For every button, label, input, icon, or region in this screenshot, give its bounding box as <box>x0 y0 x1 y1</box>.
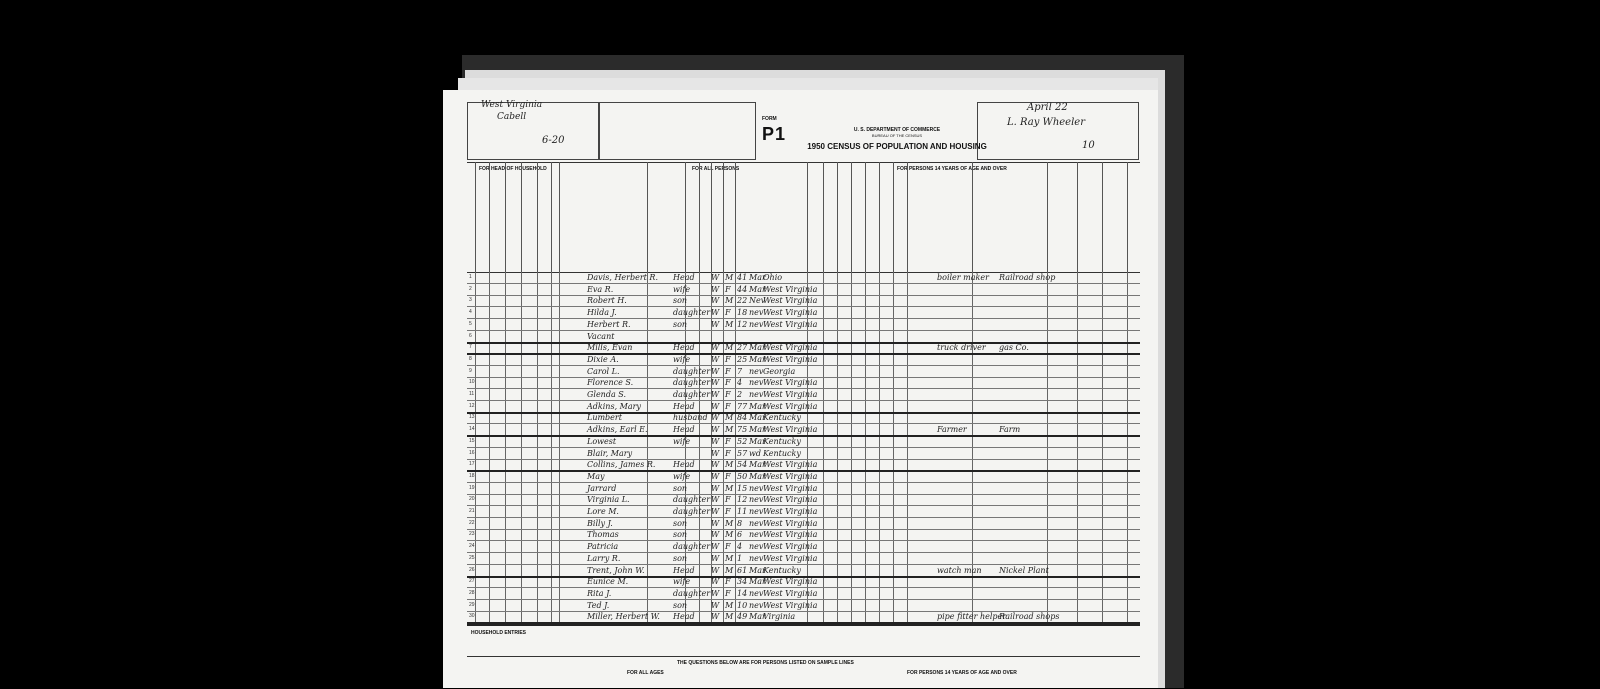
cell-name: Davis, Herbert R. <box>587 273 658 282</box>
column-headers <box>467 162 1140 273</box>
cell-name: Ted J. <box>587 600 610 610</box>
cell-age: 12 <box>737 319 748 329</box>
cell-ind: Nickel Plant <box>999 565 1049 575</box>
cell-age: 84 <box>737 413 748 423</box>
cell-age: 25 <box>737 354 748 364</box>
cell-age: 75 <box>737 425 748 435</box>
cell-name: Hilda J. <box>587 308 617 318</box>
cell-age: 6 <box>737 530 743 540</box>
cell-sex: M <box>725 296 734 306</box>
line-number: 20 <box>469 496 475 503</box>
cell-name: Jarrard <box>587 483 617 493</box>
table-row <box>467 600 1140 612</box>
cell-rel: wife <box>673 284 691 294</box>
census-rows <box>467 272 1140 624</box>
cell-rel: son <box>673 553 688 563</box>
cell-race: W <box>711 565 720 575</box>
cell-name: Lumbert <box>587 413 622 423</box>
cell-bp: West Virginia <box>763 471 818 481</box>
cell-bp: West Virginia <box>763 600 818 610</box>
enumerator-value: L. Ray Wheeler <box>1007 117 1085 128</box>
line-number: 18 <box>469 472 475 479</box>
cell-race: W <box>711 530 720 540</box>
cell-age: 14 <box>737 588 748 598</box>
table-row <box>467 576 1140 588</box>
cell-rel: wife <box>673 577 691 587</box>
line-number: 11 <box>469 391 475 397</box>
cell-name: Lowest <box>587 436 617 446</box>
cell-name: Trent, John W. <box>587 565 645 575</box>
cell-race: W <box>711 273 720 282</box>
line-number: 9 <box>469 367 472 374</box>
sheet-number-value: 10 <box>1082 140 1095 151</box>
cell-rel: daughter <box>673 588 711 598</box>
cell-age: 50 <box>737 471 748 481</box>
cell-ind: Farm <box>999 425 1021 435</box>
cell-rel: daughter <box>673 378 711 388</box>
cell-occ: Farmer <box>937 425 967 435</box>
cell-sex: M <box>725 273 734 282</box>
cell-age: 49 <box>737 612 748 622</box>
table-row <box>467 307 1140 319</box>
cell-ms: Nev <box>749 296 766 306</box>
table-row <box>467 319 1140 331</box>
cell-ms: Mar <box>749 612 766 622</box>
cell-name: Billy J. <box>587 518 613 528</box>
table-row <box>467 471 1140 483</box>
cell-age: 27 <box>737 343 748 353</box>
line-number: 26 <box>469 566 475 573</box>
cell-age: 34 <box>737 577 748 587</box>
cell-age: 77 <box>737 401 748 411</box>
cell-rel: wife <box>673 436 691 446</box>
cell-race: W <box>711 401 720 411</box>
cell-ms: nev <box>749 366 764 376</box>
cell-rel: Head <box>673 343 695 353</box>
table-row <box>467 588 1140 600</box>
line-number: 29 <box>469 601 475 608</box>
cell-rel: wife <box>673 471 691 481</box>
cell-bp: Virginia <box>763 612 796 622</box>
line-number: 3 <box>469 297 472 304</box>
cell-race: W <box>711 600 720 610</box>
cell-race: W <box>711 588 720 598</box>
table-row <box>467 366 1140 378</box>
cell-sex: M <box>725 612 734 622</box>
cell-name: Florence S. <box>587 378 634 388</box>
cell-rel: Head <box>673 401 695 411</box>
cell-race: W <box>711 308 720 318</box>
cell-age: 52 <box>737 436 748 446</box>
cell-ms: Mar <box>749 413 766 423</box>
cell-ms: nev <box>749 483 764 493</box>
cell-ms: Mar <box>749 284 766 294</box>
cell-race: W <box>711 425 720 435</box>
cell-ms: nev <box>749 600 764 610</box>
table-row <box>467 541 1140 553</box>
line-number: 12 <box>469 402 475 409</box>
state-value: West Virginia <box>481 100 543 110</box>
date-value: April 22 <box>1027 102 1068 113</box>
cell-race: W <box>711 495 720 505</box>
table-row <box>467 377 1140 389</box>
cell-bp: West Virginia <box>763 577 818 587</box>
line-number: 28 <box>469 589 475 596</box>
cell-sex: F <box>725 471 731 481</box>
cell-ms: nev <box>749 390 764 399</box>
table-row <box>467 436 1140 448</box>
cell-race: W <box>711 378 720 388</box>
cell-bp: West Virginia <box>763 460 818 470</box>
cell-ms: nev <box>749 542 764 552</box>
cell-name: Patricia <box>587 542 619 552</box>
cell-sex: F <box>725 366 731 376</box>
all-persons-section: FOR ALL PERSONS <box>692 166 740 172</box>
table-row <box>467 553 1140 565</box>
cell-race: W <box>711 518 720 528</box>
cell-rel: daughter <box>673 308 711 318</box>
cell-name: Eunice M. <box>587 577 629 587</box>
cell-sex: M <box>725 343 734 353</box>
cell-race: W <box>711 366 720 376</box>
line-number: 25 <box>469 554 475 561</box>
cell-name: Carol L. <box>587 366 620 376</box>
cell-sex: M <box>725 518 734 528</box>
line-number: 8 <box>469 355 472 362</box>
line-number: 21 <box>469 508 475 514</box>
cell-race: W <box>711 471 720 481</box>
cell-name: Blair, Mary <box>587 448 633 458</box>
table-row <box>467 529 1140 541</box>
cell-age: 57 <box>737 448 748 458</box>
cell-name: Larry R. <box>587 553 621 563</box>
cell-bp: Georgia <box>763 366 796 376</box>
cell-race: W <box>711 577 720 587</box>
cell-race: W <box>711 612 720 622</box>
cell-rel: Head <box>673 612 695 622</box>
county-value: Cabell <box>497 112 527 122</box>
cell-sex: M <box>725 319 734 329</box>
cell-age: 61 <box>737 565 748 575</box>
cell-bp: Kentucky <box>763 436 801 446</box>
cell-sex: F <box>725 448 731 458</box>
cell-age: 15 <box>737 483 748 493</box>
cell-age: 2 <box>737 390 743 399</box>
cell-race: W <box>711 390 720 399</box>
cell-bp: West Virginia <box>763 284 818 294</box>
table-row <box>467 483 1140 495</box>
table-row <box>467 611 1140 624</box>
cell-bp: West Virginia <box>763 542 818 552</box>
table-row <box>467 389 1140 401</box>
cell-age: 11 <box>737 507 748 516</box>
department-label: U. S. DEPARTMENT OF COMMERCE <box>853 127 941 133</box>
cell-ms: nev <box>749 308 764 318</box>
cell-race: W <box>711 460 720 470</box>
cell-race: W <box>711 542 720 552</box>
cell-rel: son <box>673 600 688 610</box>
line-number: 23 <box>469 531 475 538</box>
cell-sex: M <box>725 600 734 610</box>
cell-race: W <box>711 507 720 516</box>
census-sheet <box>443 90 1158 688</box>
line-number: 15 <box>469 437 475 444</box>
ed-number-value: 6-20 <box>542 135 565 146</box>
place-box <box>599 102 756 160</box>
cell-ms: Mar <box>749 460 766 470</box>
cell-name: Vacant <box>587 331 615 341</box>
cell-age: 4 <box>737 378 743 388</box>
persons-14-bottom-label: FOR PERSONS 14 YEARS OF AGE AND OVER <box>907 670 1017 676</box>
cell-name: Adkins, Mary <box>587 401 641 411</box>
table-row <box>467 518 1140 530</box>
cell-age: 1 <box>737 553 743 563</box>
cell-bp: West Virginia <box>763 308 818 318</box>
cell-name: Mills, Evan <box>587 343 633 353</box>
cell-race: W <box>711 296 720 306</box>
cell-occ: watch man <box>937 565 982 575</box>
cell-race: W <box>711 354 720 364</box>
line-number: 19 <box>469 484 475 491</box>
form-label: FORM <box>762 116 777 122</box>
cell-ind: Railroad shop <box>999 273 1056 282</box>
cell-ms: Mar <box>749 565 766 575</box>
form-code: P1 <box>762 124 787 144</box>
cell-name: May <box>587 471 605 481</box>
cell-race: W <box>711 343 720 353</box>
line-number: 10 <box>469 379 475 386</box>
cell-ms: nev <box>749 553 764 563</box>
cell-ms: Mar <box>749 273 766 282</box>
all-ages-label: FOR ALL AGES <box>627 670 664 676</box>
cell-name: Collins, James R. <box>587 460 656 470</box>
cell-bp: West Virginia <box>763 401 818 411</box>
cell-sex: M <box>725 483 734 493</box>
line-number: 7 <box>469 344 472 351</box>
table-row <box>467 295 1140 307</box>
form-title: 1950 CENSUS OF POPULATION AND HOUSING <box>807 142 987 151</box>
cell-name: Thomas <box>587 530 619 540</box>
cell-sex: F <box>725 507 731 516</box>
cell-name: Miller, Herbert W. <box>587 612 660 622</box>
line-number: 1 <box>469 274 472 280</box>
line-number: 22 <box>469 519 475 526</box>
cell-rel: Head <box>673 565 695 575</box>
table-row <box>467 506 1140 518</box>
sample-questions-section <box>467 656 1140 689</box>
cell-bp: West Virginia <box>763 343 818 353</box>
table-row <box>467 412 1140 424</box>
cell-sex: F <box>725 378 731 388</box>
cell-sex: M <box>725 553 734 563</box>
cell-age: 18 <box>737 308 748 318</box>
cell-name: Robert H. <box>587 296 627 306</box>
cell-rel: wife <box>673 354 691 364</box>
cell-rel: daughter <box>673 495 711 505</box>
cell-name: Virginia L. <box>587 495 630 505</box>
sample-questions-title: THE QUESTIONS BELOW ARE FOR PERSONS LISTED ON SAMPLE LINES <box>677 660 854 666</box>
line-number: 27 <box>469 578 475 585</box>
line-number: 6 <box>469 332 472 339</box>
cell-rel: Head <box>673 425 695 435</box>
cell-ms: nev <box>749 518 764 528</box>
cell-ms: Mar <box>749 354 766 364</box>
cell-ms: Mar <box>749 471 766 481</box>
cell-bp: West Virginia <box>763 296 818 306</box>
persons-14-section: FOR PERSONS 14 YEARS OF AGE AND OVER <box>897 166 1007 172</box>
line-number: 4 <box>469 309 472 316</box>
household-entries-label: HOUSEHOLD ENTRIES <box>471 630 527 636</box>
cell-ms: nev <box>749 588 764 598</box>
cell-rel: daughter <box>673 366 711 376</box>
cell-ms: Mar <box>749 436 766 446</box>
cell-sex: F <box>725 495 731 505</box>
cell-rel: son <box>673 296 688 306</box>
cell-bp: West Virginia <box>763 507 818 516</box>
cell-sex: F <box>725 436 731 446</box>
cell-bp: West Virginia <box>763 530 818 540</box>
cell-bp: West Virginia <box>763 553 818 563</box>
cell-bp: Kentucky <box>763 565 801 575</box>
cell-sex: F <box>725 308 731 318</box>
cell-sex: F <box>725 390 731 399</box>
line-number: 30 <box>469 613 475 620</box>
cell-age: 41 <box>737 273 748 282</box>
cell-name: Dixie A. <box>587 354 619 364</box>
cell-age: 8 <box>737 518 743 528</box>
cell-rel: Head <box>673 460 695 470</box>
cell-bp: Kentucky <box>763 448 801 458</box>
line-number: 24 <box>469 543 475 550</box>
cell-name: Eva R. <box>587 284 614 294</box>
cell-race: W <box>711 448 720 458</box>
cell-rel: husband <box>673 413 708 423</box>
cell-ms: nev <box>749 495 764 505</box>
cell-rel: son <box>673 530 688 540</box>
table-row <box>467 448 1140 460</box>
cell-bp: Ohio <box>763 273 783 282</box>
cell-bp: West Virginia <box>763 588 818 598</box>
cell-age: 12 <box>737 495 748 505</box>
cell-bp: West Virginia <box>763 425 818 435</box>
line-number: 13 <box>469 414 475 421</box>
cell-rel: daughter <box>673 542 711 552</box>
cell-sex: F <box>725 284 731 294</box>
cell-ms: Mar <box>749 401 766 411</box>
cell-occ: truck driver <box>937 343 986 353</box>
form-header <box>467 102 1140 163</box>
cell-sex: F <box>725 401 731 411</box>
cell-bp: West Virginia <box>763 390 818 399</box>
cell-name: Adkins, Earl E. <box>587 425 648 435</box>
cell-rel: daughter <box>673 507 711 516</box>
line-number: 17 <box>469 461 475 468</box>
cell-bp: West Virginia <box>763 319 818 329</box>
table-row <box>467 272 1140 284</box>
cell-sex: F <box>725 577 731 587</box>
cell-sex: M <box>725 460 734 470</box>
cell-ms: Mar <box>749 425 766 435</box>
cell-rel: son <box>673 483 688 493</box>
cell-race: W <box>711 483 720 493</box>
line-number: 16 <box>469 449 475 456</box>
cell-bp: West Virginia <box>763 495 818 505</box>
cell-ind: gas Co. <box>999 343 1029 353</box>
cell-sex: F <box>725 588 731 598</box>
cell-sex: M <box>725 565 734 575</box>
cell-age: 54 <box>737 460 748 470</box>
cell-age: 22 <box>737 296 748 306</box>
cell-race: W <box>711 436 720 446</box>
cell-age: 7 <box>737 366 743 376</box>
cell-age: 4 <box>737 542 743 552</box>
cell-rel: Head <box>673 273 695 282</box>
table-row <box>467 284 1140 296</box>
cell-race: W <box>711 413 720 423</box>
table-row <box>467 494 1140 506</box>
cell-name: Glenda S. <box>587 390 627 399</box>
cell-ms: nev <box>749 378 764 388</box>
cell-name: Lore M. <box>587 507 619 516</box>
cell-ms: nev <box>749 507 764 516</box>
cell-bp: West Virginia <box>763 483 818 493</box>
cell-race: W <box>711 319 720 329</box>
table-row <box>467 354 1140 366</box>
cell-ms: Mar <box>749 343 766 353</box>
cell-bp: West Virginia <box>763 518 818 528</box>
cell-age: 44 <box>737 284 748 294</box>
cell-race: W <box>711 284 720 294</box>
cell-sex: F <box>725 542 731 552</box>
cell-name: Rita J. <box>587 588 612 598</box>
cell-bp: West Virginia <box>763 354 818 364</box>
cell-ms: nev <box>749 530 764 540</box>
line-number: 2 <box>469 285 472 292</box>
cell-rel: daughter <box>673 390 711 399</box>
cell-race: W <box>711 553 720 563</box>
cell-age: 10 <box>737 600 748 610</box>
cell-sex: F <box>725 354 731 364</box>
cell-name: Herbert R. <box>587 319 631 329</box>
cell-occ: pipe fitter helper <box>937 612 1007 622</box>
bureau-label: BUREAU OF THE CENSUS <box>871 133 923 138</box>
cell-rel: son <box>673 518 688 528</box>
cell-ind: Railroad shops <box>999 612 1060 622</box>
cell-ms: Mar <box>749 577 766 587</box>
line-number: 5 <box>469 320 472 327</box>
line-number: 14 <box>469 426 475 433</box>
cell-ms: wd <box>749 448 761 458</box>
cell-sex: M <box>725 425 734 435</box>
cell-sex: M <box>725 530 734 540</box>
cell-bp: West Virginia <box>763 378 818 388</box>
location-box <box>467 102 599 160</box>
cell-rel: son <box>673 319 688 329</box>
cell-bp: Kentucky <box>763 413 801 423</box>
cell-ms: nev <box>749 319 764 329</box>
cell-sex: M <box>725 413 734 423</box>
household-entries-footer <box>467 624 1140 656</box>
head-of-household-section: FOR HEAD OF HOUSEHOLD <box>479 166 547 172</box>
cell-occ: boiler maker <box>937 273 989 282</box>
